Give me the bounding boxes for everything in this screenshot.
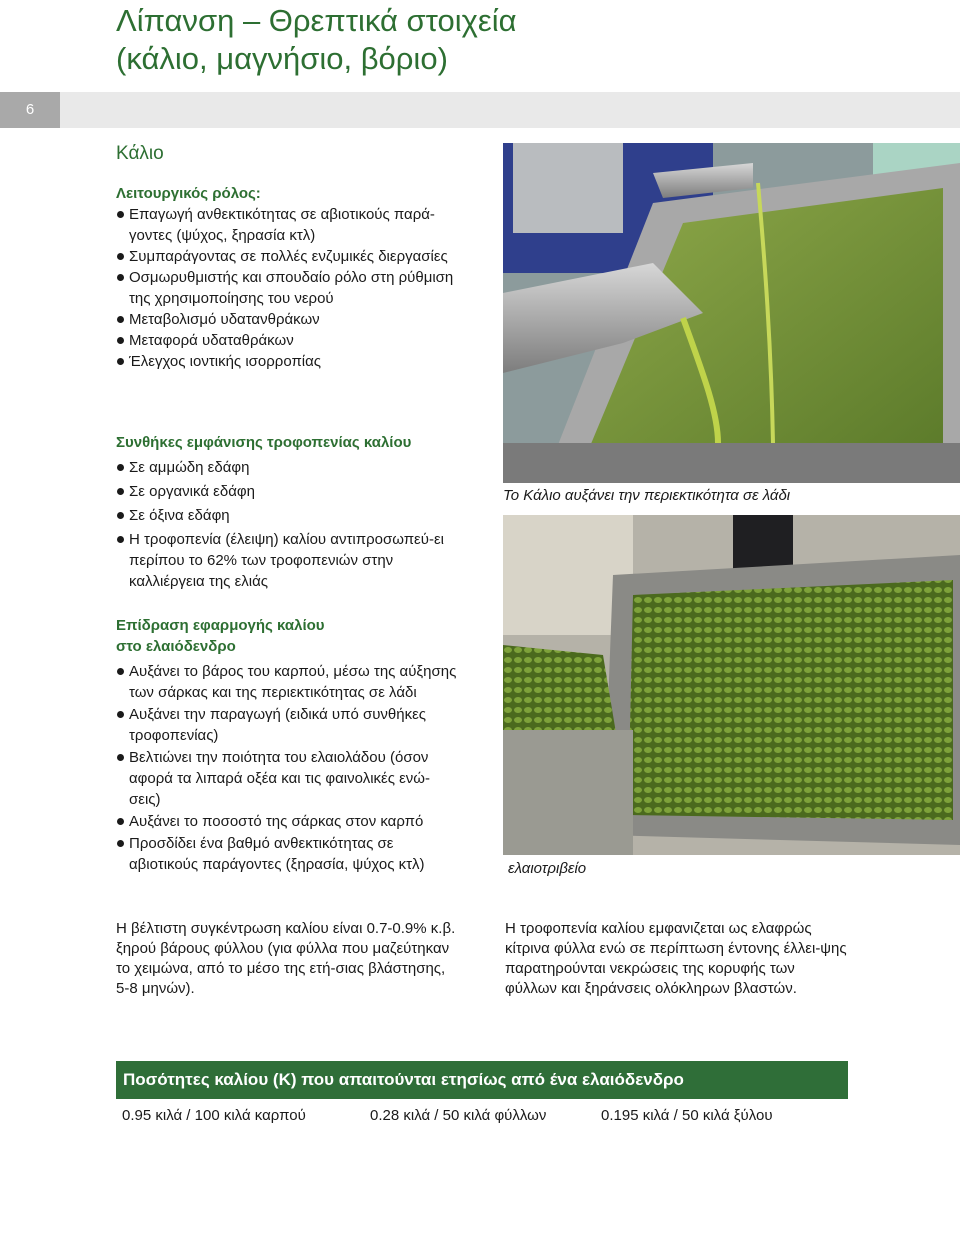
list-item: Προσδίδει ένα βαθμό ανθεκτικότητας σε αβιοτικούς παράγοντες (ξηρασία, ψύχος κτλ) xyxy=(116,833,461,875)
quantities-table-heading: Ποσότητες καλίου (Κ) που απαιτούνται ετησίως από ένα ελαιόδενδρο xyxy=(116,1061,848,1099)
list-item: Συμπαράγοντας σε πολλές ενζυμικές διεργασίες xyxy=(116,246,461,267)
list-item: Αυξάνει το ποσοστό της σάρκας στον καρπό xyxy=(116,811,461,832)
effect-heading-line-1: Επίδραση εφαρμογής καλίου xyxy=(116,617,325,634)
photo1-caption: Το Κάλιο αυξάνει την περιεκτικότητα σε λάδι xyxy=(503,487,791,504)
list-item: Έλεγχος ιοντικής ισορροπίας xyxy=(116,351,461,372)
list-item: Σε οργανικά εδάφη xyxy=(116,481,461,502)
photo2-caption: ελαιοτριβείο xyxy=(508,860,587,877)
page-number-bar xyxy=(0,92,960,128)
table-cell-fruit: 0.95 κιλά / 100 κιλά καρπού xyxy=(122,1107,306,1124)
olive-oil-trough-photo xyxy=(503,143,960,483)
table-cell-leaves: 0.28 κιλά / 50 κιλά φύλλων xyxy=(370,1107,547,1124)
optimal-concentration-text: Η βέλτιστη συγκέντρωση καλίου είναι 0.7-0.9% κ.β. ξηρού βάρους φύλλου (για φύλλα που μαζεύτηκαν το χειμώνα, από το μέσο της ετή-σιας βλάστησης, 5-8 μηνών). xyxy=(116,920,456,997)
list-item: Αυξάνει το βάρος του καρπού, μέσω της αύξησης των σάρκας και της περιεκτικότητας σε λάδι xyxy=(116,661,461,703)
role-list xyxy=(116,204,461,372)
effect-heading xyxy=(116,615,461,657)
page-title xyxy=(116,2,517,78)
title-line-1: Λίπανση – Θρεπτικά στοιχεία xyxy=(116,3,517,38)
deficiency-symptoms-text: Η τροφοπενία καλίου εμφανιζεται ως ελαφρώς κίτρινα φύλλα ενώ σε περίπτωση έντονης έλλει-ψης παρατηρούνται νεκρώσεις της κορυφής των φύλλων και ξηράνσεις ολόκληρων βλαστών. xyxy=(505,920,847,997)
deficiency-heading: Συνθήκες εμφάνισης τροφοπενίας καλίου xyxy=(116,434,412,451)
deficiency-block xyxy=(116,432,461,592)
effect-block xyxy=(116,615,461,875)
olive-oil-photo-art xyxy=(503,143,960,483)
list-item: Βελτιώνει την ποιότητα του ελαιολάδου (όσον αφορά τα λιπαρά οξέα και τις φαινολικές ενώ-σεις) xyxy=(116,747,461,810)
list-item: Μεταβολισμό υδατανθράκων xyxy=(116,309,461,330)
list-item: Οσμωρυθμιστής και σπουδαίο ρόλο στη ρύθμιση της χρησιμοποίησης του νερού xyxy=(116,267,461,309)
section-title: Κάλιο xyxy=(116,143,164,164)
role-block xyxy=(116,183,461,372)
effect-list xyxy=(116,661,461,875)
table-cell-wood: 0.195 κιλά / 50 κιλά ξύλου xyxy=(601,1107,773,1124)
list-item: Αυξάνει την παραγωγή (ειδικά υπό συνθήκες τροφοπενίας) xyxy=(116,704,461,746)
list-item: Σε αμμώδη εδάφη xyxy=(116,457,461,478)
deficiency-list xyxy=(116,457,461,592)
effect-heading-line-2: στο ελαιόδενδρο xyxy=(116,638,236,655)
olive-mill-photo xyxy=(503,515,960,855)
list-item: Σε όξινα εδάφη xyxy=(116,505,461,526)
list-item: Μεταφορά υδαταθράκων xyxy=(116,330,461,351)
olive-mill-photo-art xyxy=(503,515,960,855)
title-line-2: (κάλιο, μαγνήσιο, βόριο) xyxy=(116,41,448,76)
list-item: Επαγωγή ανθεκτικότητας σε αβιοτικούς παρά-γοντες (ψύχος, ξηρασία κτλ) xyxy=(116,204,461,246)
list-item: Η τροφοπενία (έλειψη) καλίου αντιπροσωπεύ-ει περίπου το 62% των τροφοπενιών στην καλλιέργεια της ελιάς xyxy=(116,529,461,592)
role-heading: Λειτουργικός ρόλος: xyxy=(116,185,261,202)
page-number: 6 xyxy=(0,92,60,128)
